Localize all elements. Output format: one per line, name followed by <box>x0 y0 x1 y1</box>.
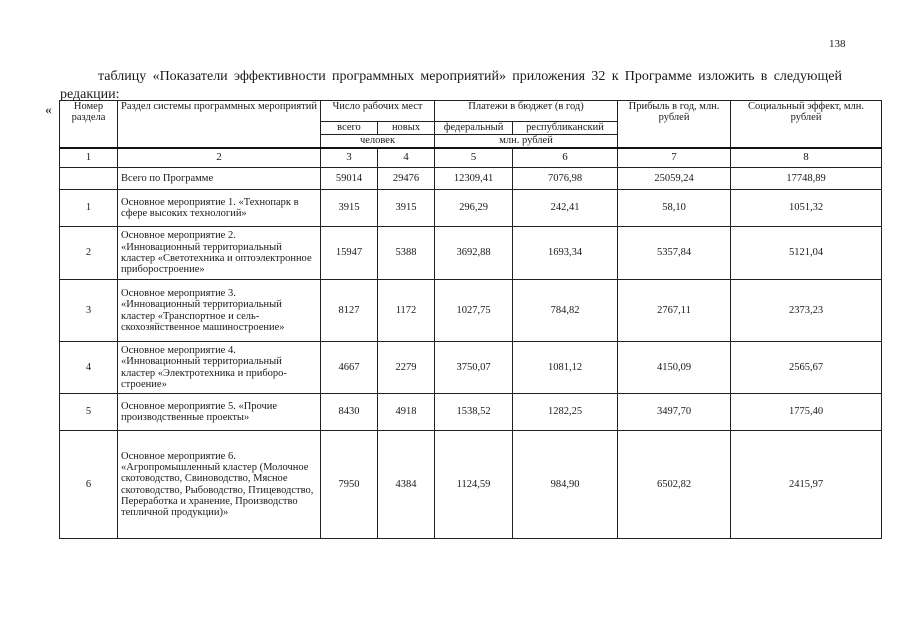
header-payments-republican: республиканский <box>513 122 618 135</box>
header-profit: Прибыль в год, млн. рублей <box>618 101 731 149</box>
row-social: 1051,32 <box>731 190 882 227</box>
header-section-number: Номер раздела <box>60 101 118 149</box>
row-payments-republican: 984,90 <box>513 431 618 539</box>
row-social: 2373,23 <box>731 280 882 342</box>
header-jobs-new: новых <box>378 122 435 135</box>
row-profit: 3497,70 <box>618 394 731 431</box>
row-jobs-total: 3915 <box>321 190 378 227</box>
row-social: 2415,97 <box>731 431 882 539</box>
header-payments-unit: млн. рублей <box>435 135 618 149</box>
row-payments-federal: 3750,07 <box>435 342 513 394</box>
row-jobs-new: 5388 <box>378 227 435 280</box>
column-number: 1 <box>60 148 118 168</box>
column-number: 5 <box>435 148 513 168</box>
row-payments-federal: 296,29 <box>435 190 513 227</box>
efficiency-indicators-table <box>59 100 882 539</box>
row-profit: 6502,82 <box>618 431 731 539</box>
row-profit: 58,10 <box>618 190 731 227</box>
header-jobs: Число рабочих мест <box>321 101 435 122</box>
row-payments-federal: 1538,52 <box>435 394 513 431</box>
header-jobs-unit: человек <box>321 135 435 149</box>
page-number: 138 <box>829 38 846 50</box>
row-payments-republican: 1081,12 <box>513 342 618 394</box>
row-name: Основное мероприятие 2. «Инновационный территориальный кластер «Светотехника и оптоэлектронное приборостроение» <box>118 227 321 280</box>
total-payments-republican: 7076,98 <box>513 168 618 190</box>
row-number: 2 <box>60 227 118 280</box>
total-jobs-total: 59014 <box>321 168 378 190</box>
row-jobs-total: 8127 <box>321 280 378 342</box>
row-payments-federal: 1027,75 <box>435 280 513 342</box>
row-number: 3 <box>60 280 118 342</box>
header-payments: Платежи в бюджет (в год) <box>435 101 618 122</box>
header-program-section: Раздел системы программных мероприятий <box>118 101 321 149</box>
column-number: 3 <box>321 148 378 168</box>
row-number: 6 <box>60 431 118 539</box>
row-payments-federal: 1124,59 <box>435 431 513 539</box>
table-row <box>60 394 882 431</box>
row-social: 5121,04 <box>731 227 882 280</box>
table-row <box>60 431 882 539</box>
row-social: 1775,40 <box>731 394 882 431</box>
row-name: Основное мероприятие 3. «Инновационный территориальный кластер «Транспортное и сель-скохозяйственное машиностроение» <box>118 280 321 342</box>
total-payments-federal: 12309,41 <box>435 168 513 190</box>
row-payments-republican: 1282,25 <box>513 394 618 431</box>
row-number: 4 <box>60 342 118 394</box>
column-number: 8 <box>731 148 882 168</box>
row-jobs-new: 3915 <box>378 190 435 227</box>
row-jobs-total: 4667 <box>321 342 378 394</box>
total-number-cell <box>60 168 118 190</box>
row-jobs-total: 15947 <box>321 227 378 280</box>
row-jobs-new: 2279 <box>378 342 435 394</box>
row-payments-federal: 3692,88 <box>435 227 513 280</box>
total-row <box>60 168 882 190</box>
row-jobs-total: 8430 <box>321 394 378 431</box>
row-jobs-new: 4918 <box>378 394 435 431</box>
opening-quote-mark: « <box>45 103 52 118</box>
row-profit: 4150,09 <box>618 342 731 394</box>
row-name: Основное мероприятие 1. «Технопарк в сфере высоких технологий» <box>118 190 321 227</box>
row-name: Основное мероприятие 6. «Агропромышленный кластер (Молочное скотоводство, Свиноводство, Мясное скотоводство, Рыбоводство, Птицеводство, Переработка и хранение, Производство тепличной продукции)» <box>118 431 321 539</box>
row-number: 1 <box>60 190 118 227</box>
row-social: 2565,67 <box>731 342 882 394</box>
table-row <box>60 342 882 394</box>
row-payments-republican: 242,41 <box>513 190 618 227</box>
total-profit: 25059,24 <box>618 168 731 190</box>
total-label: Всего по Программе <box>118 168 321 190</box>
row-jobs-new: 1172 <box>378 280 435 342</box>
intro-paragraph: таблицу «Показатели эффективности программных мероприятий» приложения 32 к Программе изложить в следующей редакции: <box>60 69 842 102</box>
row-profit: 5357,84 <box>618 227 731 280</box>
column-number: 6 <box>513 148 618 168</box>
row-jobs-total: 7950 <box>321 431 378 539</box>
total-jobs-new: 29476 <box>378 168 435 190</box>
header-payments-federal: федеральный <box>435 122 513 135</box>
row-jobs-new: 4384 <box>378 431 435 539</box>
column-number: 4 <box>378 148 435 168</box>
column-number: 7 <box>618 148 731 168</box>
header-social: Социальный эффект, млн. рублей <box>731 101 882 149</box>
row-profit: 2767,11 <box>618 280 731 342</box>
table-row <box>60 190 882 227</box>
header-jobs-total: всего <box>321 122 378 135</box>
row-name: Основное мероприятие 4. «Инновационный территориальный кластер «Электротехника и приборо-строение» <box>118 342 321 394</box>
row-name: Основное мероприятие 5. «Прочие производственные проекты» <box>118 394 321 431</box>
row-payments-republican: 784,82 <box>513 280 618 342</box>
column-number-row <box>60 148 882 168</box>
row-payments-republican: 1693,34 <box>513 227 618 280</box>
table-row <box>60 280 882 342</box>
total-social: 17748,89 <box>731 168 882 190</box>
header-row <box>60 101 882 122</box>
table-row <box>60 227 882 280</box>
column-number: 2 <box>118 148 321 168</box>
row-number: 5 <box>60 394 118 431</box>
